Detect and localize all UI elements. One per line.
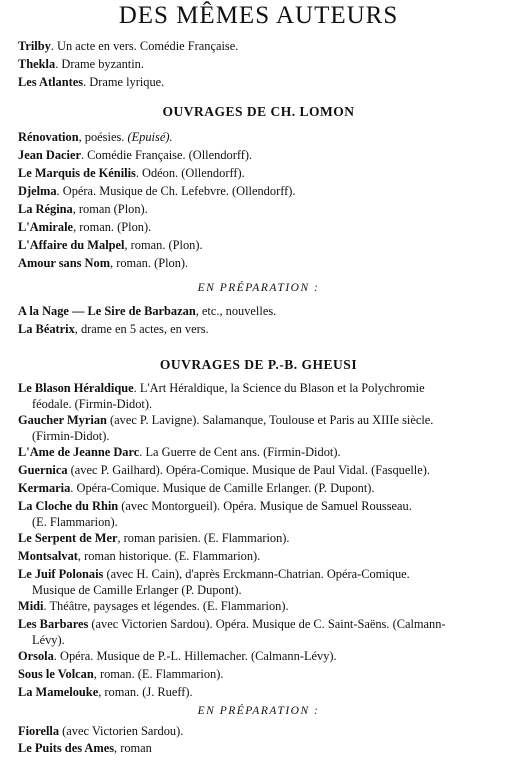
list-item: Le Serpent de Mer, roman parisien. (E. Flammarion). [18, 531, 290, 545]
list-item: Les Atlantes. Drame lyrique. [18, 75, 165, 89]
list-item: Fiorella (avec Victorien Sardou). [18, 724, 184, 738]
list-item: Midi. Théâtre, paysages et légendes. (E. Flammarion). [18, 599, 289, 613]
list-item: Le Marquis de Kénilis. Odéon. (Ollendorff). [18, 166, 245, 180]
section-heading-gheusi: OUVRAGES DE P.-B. GHEUSI [159, 357, 358, 372]
section-heading-lomon: OUVRAGES DE CH. LOMON [162, 104, 355, 119]
list-item: Djelma. Opéra. Musique de Ch. Lefebvre. (Ollendorff). [18, 184, 296, 198]
list-item: L'Ame de Jeanne Darc. La Guerre de Cent ans. (Firmin-Didot). [18, 445, 341, 459]
list-item: Le Juif Polonais (avec H. Cain), d'après Erckmann-Chatrian. Opéra-Comique. Musique de Camille Erlanger (P. Dupont). [18, 567, 410, 597]
in-preparation-label: EN PRÉPARATION : [197, 282, 320, 294]
list-item: Montsalvat, roman historique. (E. Flammarion). [18, 549, 261, 563]
list-item: Rénovation, poésies. (Epuisé). [18, 130, 173, 144]
list-item: L'Affaire du Malpel, roman. (Plon). [18, 238, 203, 252]
list-item: Guernica (avec P. Gailhard). Opéra-Comique. Musique de Paul Vidal. (Fasquelle). [18, 463, 430, 477]
list-item: A la Nage — Le Sire de Barbazan, etc., nouvelles. [18, 304, 277, 318]
list-item: Sous le Volcan, roman. (E. Flammarion). [18, 667, 224, 681]
list-item: L'Amirale, roman. (Plon). [18, 220, 152, 234]
list-item: Kermaria. Opéra-Comique. Musique de Camille Erlanger. (P. Dupont). [18, 481, 375, 495]
list-item: Les Barbares (avec Victorien Sardou). Opéra. Musique de C. Saint-Saëns. (Calmann- Lévy). [18, 617, 446, 647]
list-item: Jean Dacier. Comédie Française. (Ollendorff). [18, 148, 253, 162]
list-item: La Mamelouke, roman. (J. Rueff). [18, 685, 193, 699]
list-item: Gaucher Myrian (avec P. Lavigne). Salamanque, Toulouse et Paris au XIIIe siècle. (Firmin-Didot). [18, 413, 434, 443]
list-item: Le Blason Héraldique. L'Art Héraldique, la Science du Blason et la Polychromie féodale. (Firmin-Didot). [18, 381, 425, 411]
list-item: Amour sans Nom, roman. (Plon). [18, 256, 189, 270]
in-preparation-label: EN PRÉPARATION : [197, 705, 320, 717]
list-item: Thekla. Drame byzantin. [18, 57, 144, 71]
list-item: La Béatrix, drame en 5 actes, en vers. [18, 322, 209, 336]
list-item: Trilby. Un acte en vers. Comédie Française. [18, 39, 239, 53]
list-item: La Cloche du Rhin (avec Montorgueil). Opéra. Musique de Samuel Rousseau. (E. Flammarion). [18, 499, 412, 529]
page-title: DES MÊMES AUTEURS [118, 2, 399, 29]
list-item: Le Puits des Ames, roman [18, 741, 152, 755]
list-item: Orsola. Opéra. Musique de P.-L. Hillemacher. (Calmann-Lévy). [18, 649, 337, 663]
list-item: La Régina, roman (Plon). [18, 202, 148, 216]
